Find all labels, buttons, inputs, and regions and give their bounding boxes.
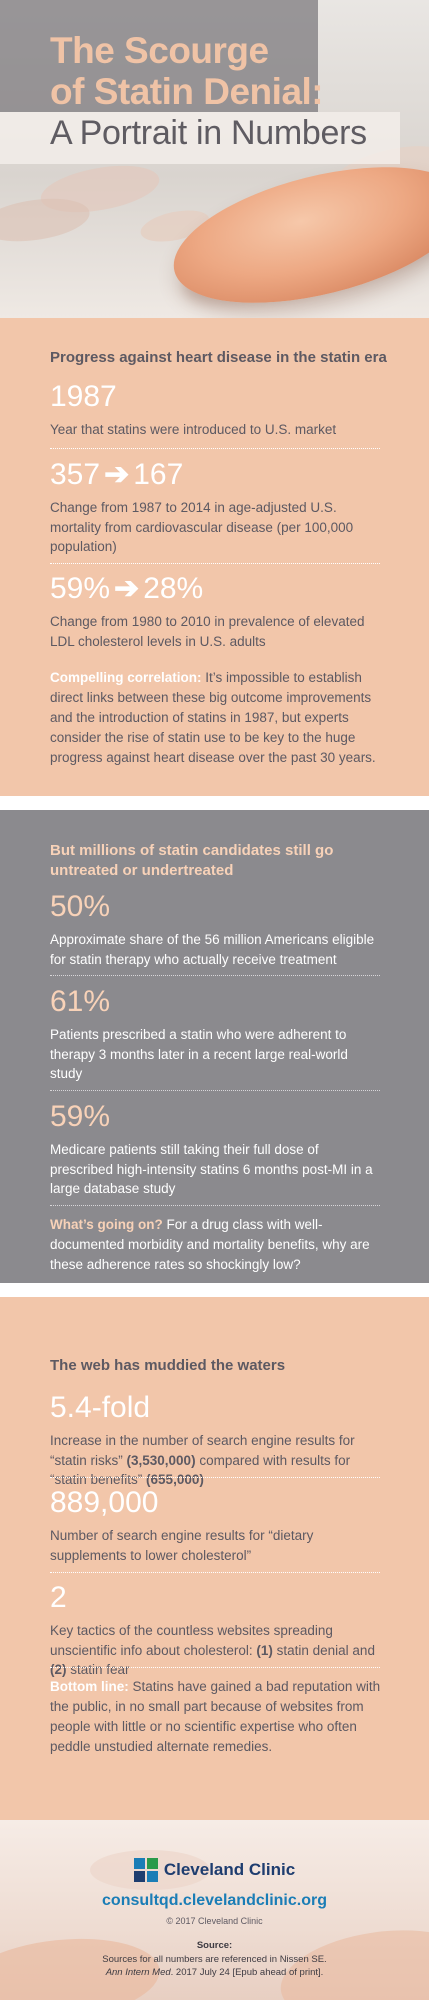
note-text: Statins have gained a bad reputation with the public, in no small part because of websites from people with little or no scientific expertise who often peddle unstudied alternate remedies.	[50, 1679, 381, 1754]
page-subtitle: A Portrait in Numbers	[50, 114, 367, 152]
statin-pill-image	[160, 141, 429, 318]
arrow-right-icon: ➔	[114, 572, 140, 605]
stat-61-percent	[50, 985, 380, 1084]
divider	[50, 448, 380, 449]
stat-ldl-change	[50, 572, 380, 651]
stat-2-tactics	[50, 1581, 380, 1680]
note-lead: Compelling correlation:	[50, 670, 202, 685]
divider	[50, 1572, 380, 1573]
stat-value: 2	[50, 1581, 67, 1614]
stat-description: Medicare patients still taking their full dose of prescribed high-intensity statins 6 months post-MI in a large database study	[50, 1142, 373, 1196]
stat-description: Key tactics of the countless websites spreading unscientific info about cholesterol: (1) statin denial and (2) statin fear	[50, 1623, 375, 1677]
source-label: Source:	[196, 1940, 233, 1951]
note-lead: Bottom line:	[50, 1679, 129, 1694]
stat-description: Approximate share of the 56 million Americans eligible for statin therapy who actually receive treatment	[50, 932, 375, 967]
stat-value: 1987	[50, 380, 117, 413]
section-note	[50, 668, 382, 768]
stat-value: 59% ➔ 28%	[50, 572, 204, 605]
stat-description: Number of search engine results for “dietary supplements to lower cholesterol”	[50, 1528, 314, 1563]
footer	[0, 1820, 429, 2000]
divider	[50, 1090, 380, 1091]
section-heading: The web has muddied the waters	[50, 1357, 286, 1374]
stat-59-percent	[50, 1100, 380, 1199]
stat-5-4-fold	[50, 1391, 380, 1490]
section-heading: But millions of statin candidates still go untreated or undertreated	[50, 842, 334, 879]
stat-value: 50%	[50, 890, 111, 923]
stat-value: 889,000	[50, 1486, 159, 1519]
stat-description: Change from 1980 to 2010 in prevalence of elevated LDL cholesterol levels in U.S. adults	[50, 614, 365, 649]
note-text: It’s impossible to establish direct links between these big outcome improvements and the introduction of statins in 1987, but experts consider the rise of statin use to be key to the huge progress against heart disease over the past 30 years.	[50, 670, 376, 765]
stat-description: Patients prescribed a statin who were adherent to therapy 3 months later in a recent large real-world study	[50, 1027, 348, 1081]
stat-50-percent	[50, 890, 380, 969]
section-heading: Progress against heart disease in the statin era	[50, 349, 387, 366]
section-undertreated	[0, 810, 429, 1283]
source-citation: Sources for all numbers are referenced in Nissen SE. Ann Intern Med. 2017 July 24 [Epub ahead of print].	[102, 1954, 327, 1978]
stat-description: Year that statins were introduced to U.S. market	[50, 422, 337, 437]
stat-description: Change from 1987 to 2014 in age-adjusted U.S. mortality from cardiovascular disease (per 100,000 population)	[50, 500, 354, 554]
stat-mortality-change	[50, 458, 380, 557]
note-lead: What’s going on?	[50, 1217, 163, 1232]
stat-value: 357 ➔ 167	[50, 458, 184, 491]
section-progress	[0, 318, 429, 796]
cleveland-clinic-logo-icon	[134, 1858, 158, 1882]
section-web	[0, 1297, 429, 1820]
stat-value: 5.4-fold	[50, 1391, 151, 1424]
stat-889000	[50, 1486, 380, 1565]
stat-description: Increase in the number of search engine results for “statin risks” (3,530,000) compared with results for “statin benefits” (655,000)	[50, 1433, 355, 1487]
page-title: The Scourge of Statin Denial:	[50, 30, 324, 112]
arrow-right-icon: ➔	[104, 458, 130, 491]
note-text: For a drug class with well-documented morbidity and mortality benefits, why are these adherence rates so shockingly low?	[50, 1217, 370, 1272]
stat-1987	[50, 380, 380, 440]
cleveland-clinic-logo	[0, 1858, 429, 1882]
divider	[50, 563, 380, 564]
stat-value: 59%	[50, 1100, 111, 1133]
hero-banner	[0, 0, 429, 318]
divider	[50, 975, 380, 976]
stat-value: 61%	[50, 985, 111, 1018]
section-note	[50, 1215, 382, 1275]
copyright: © 2017 Cleveland Clinic	[166, 1916, 263, 1926]
divider	[50, 1667, 380, 1668]
website-link[interactable]: consultqd.clevelandclinic.org	[102, 1892, 327, 1909]
divider	[50, 1205, 380, 1206]
section-note	[50, 1677, 382, 1757]
divider	[50, 1477, 380, 1478]
logo-text: Cleveland Clinic	[163, 1860, 296, 1879]
